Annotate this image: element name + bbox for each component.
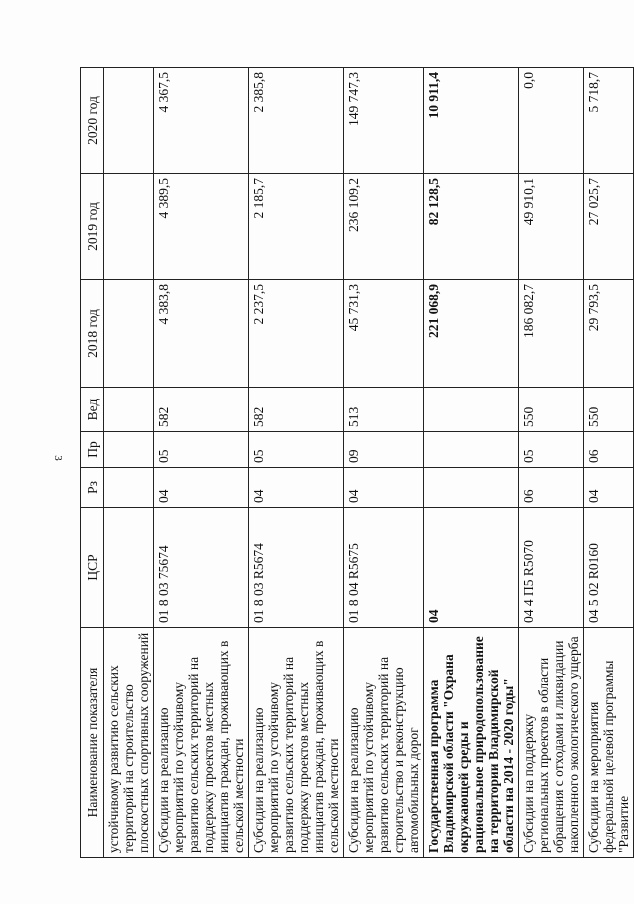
- cell-2018: 2 237,5: [249, 280, 344, 388]
- budget-table: [80, 67, 634, 858]
- cell-name: устойчивому развитию сельских территорий на строительство плоскостных спортивных сооружений: [104, 628, 154, 858]
- cell-name: Субсидии на реализацию мероприятий по устойчивому развитию сельских территорий на строительство и реконструкцию автомобильных дорог: [344, 628, 424, 858]
- cell-csr: 04 5 02 R0160: [584, 508, 634, 628]
- table-row: [154, 68, 249, 858]
- cell-name: Субсидии на мероприятия федеральной целевой программы "Развитие: [584, 628, 634, 858]
- header-2020: 2020 год: [81, 68, 104, 174]
- cell-2019: 236 109,2: [344, 174, 424, 280]
- cell-2020: 0,0: [519, 68, 584, 174]
- cell-rz: 04: [584, 468, 634, 508]
- cell-rz: [424, 468, 519, 508]
- cell-name: Субсидии на поддержку региональных проектов в области обращения с отходами и ликвидации накопленного экологического ущерба: [519, 628, 584, 858]
- table-body: [104, 68, 634, 858]
- cell-2019: [104, 174, 154, 280]
- table-row: [249, 68, 344, 858]
- header-ved: Вед: [81, 388, 104, 432]
- cell-2018: 45 731,3: [344, 280, 424, 388]
- cell-pr: 05: [154, 432, 249, 468]
- table-row: [104, 68, 154, 858]
- cell-2020: 5 718,7: [584, 68, 634, 174]
- cell-2019: 27 025,7: [584, 174, 634, 280]
- cell-2019: 82 128,5: [424, 174, 519, 280]
- cell-2018: [104, 280, 154, 388]
- header-name: Наименование показателя: [81, 628, 104, 858]
- cell-2018: 186 082,7: [519, 280, 584, 388]
- cell-2019: 4 389,5: [154, 174, 249, 280]
- cell-csr: [104, 508, 154, 628]
- header-2019: 2019 год: [81, 174, 104, 280]
- cell-2020: 10 911,4: [424, 68, 519, 174]
- cell-2020: 149 747,3: [344, 68, 424, 174]
- cell-2019: 2 185,7: [249, 174, 344, 280]
- cell-2018: 29 793,5: [584, 280, 634, 388]
- cell-rz: [104, 468, 154, 508]
- table-row: [424, 68, 519, 858]
- cell-rz: 04: [344, 468, 424, 508]
- cell-2019: 49 910,1: [519, 174, 584, 280]
- header-pr: Пр: [81, 432, 104, 468]
- header-2018: 2018 год: [81, 280, 104, 388]
- cell-csr: 01 8 04 R5675: [344, 508, 424, 628]
- page-number: 3: [51, 455, 64, 461]
- cell-csr: 04 4 П5 R5070: [519, 508, 584, 628]
- cell-name: Субсидии на реализацию мероприятий по устойчивому развитию сельских территорий на поддержку проектов местных инициатив граждан, проживающих в сельской местности: [154, 628, 249, 858]
- cell-pr: 09: [344, 432, 424, 468]
- cell-rz: 04: [249, 468, 344, 508]
- table-row: [519, 68, 584, 858]
- cell-pr: 06: [584, 432, 634, 468]
- header-rz: Рз: [81, 468, 104, 508]
- cell-name: Государственная программа Владимирской области "Охрана окружающей среды и рациональное природопользование на территории Владимирской области на 2014 - 2020 годы": [424, 628, 519, 858]
- cell-2018: 4 383,8: [154, 280, 249, 388]
- cell-2020: 4 367,5: [154, 68, 249, 174]
- cell-name: Субсидии на реализацию мероприятий по устойчивому развитию сельских территорий на поддержку проектов местных инициатив граждан, проживающих в сельской местности: [249, 628, 344, 858]
- cell-ved: [104, 388, 154, 432]
- cell-csr: 01 8 03 R5674: [249, 508, 344, 628]
- cell-2020: [104, 68, 154, 174]
- cell-csr: 01 8 03 75674: [154, 508, 249, 628]
- cell-2020: 2 385,8: [249, 68, 344, 174]
- table-row: [584, 68, 634, 858]
- cell-ved: 550: [584, 388, 634, 432]
- cell-pr: [104, 432, 154, 468]
- cell-csr: 04: [424, 508, 519, 628]
- cell-pr: [424, 432, 519, 468]
- table-row: [344, 68, 424, 858]
- cell-ved: [424, 388, 519, 432]
- cell-ved: 582: [154, 388, 249, 432]
- table-header-row: [81, 68, 104, 858]
- cell-pr: 05: [519, 432, 584, 468]
- cell-ved: 513: [344, 388, 424, 432]
- cell-pr: 05: [249, 432, 344, 468]
- cell-ved: 550: [519, 388, 584, 432]
- header-csr: ЦСР: [81, 508, 104, 628]
- rotated-table-wrapper: [80, 68, 631, 858]
- cell-rz: 06: [519, 468, 584, 508]
- cell-2018: 221 068,9: [424, 280, 519, 388]
- cell-rz: 04: [154, 468, 249, 508]
- cell-ved: 582: [249, 388, 344, 432]
